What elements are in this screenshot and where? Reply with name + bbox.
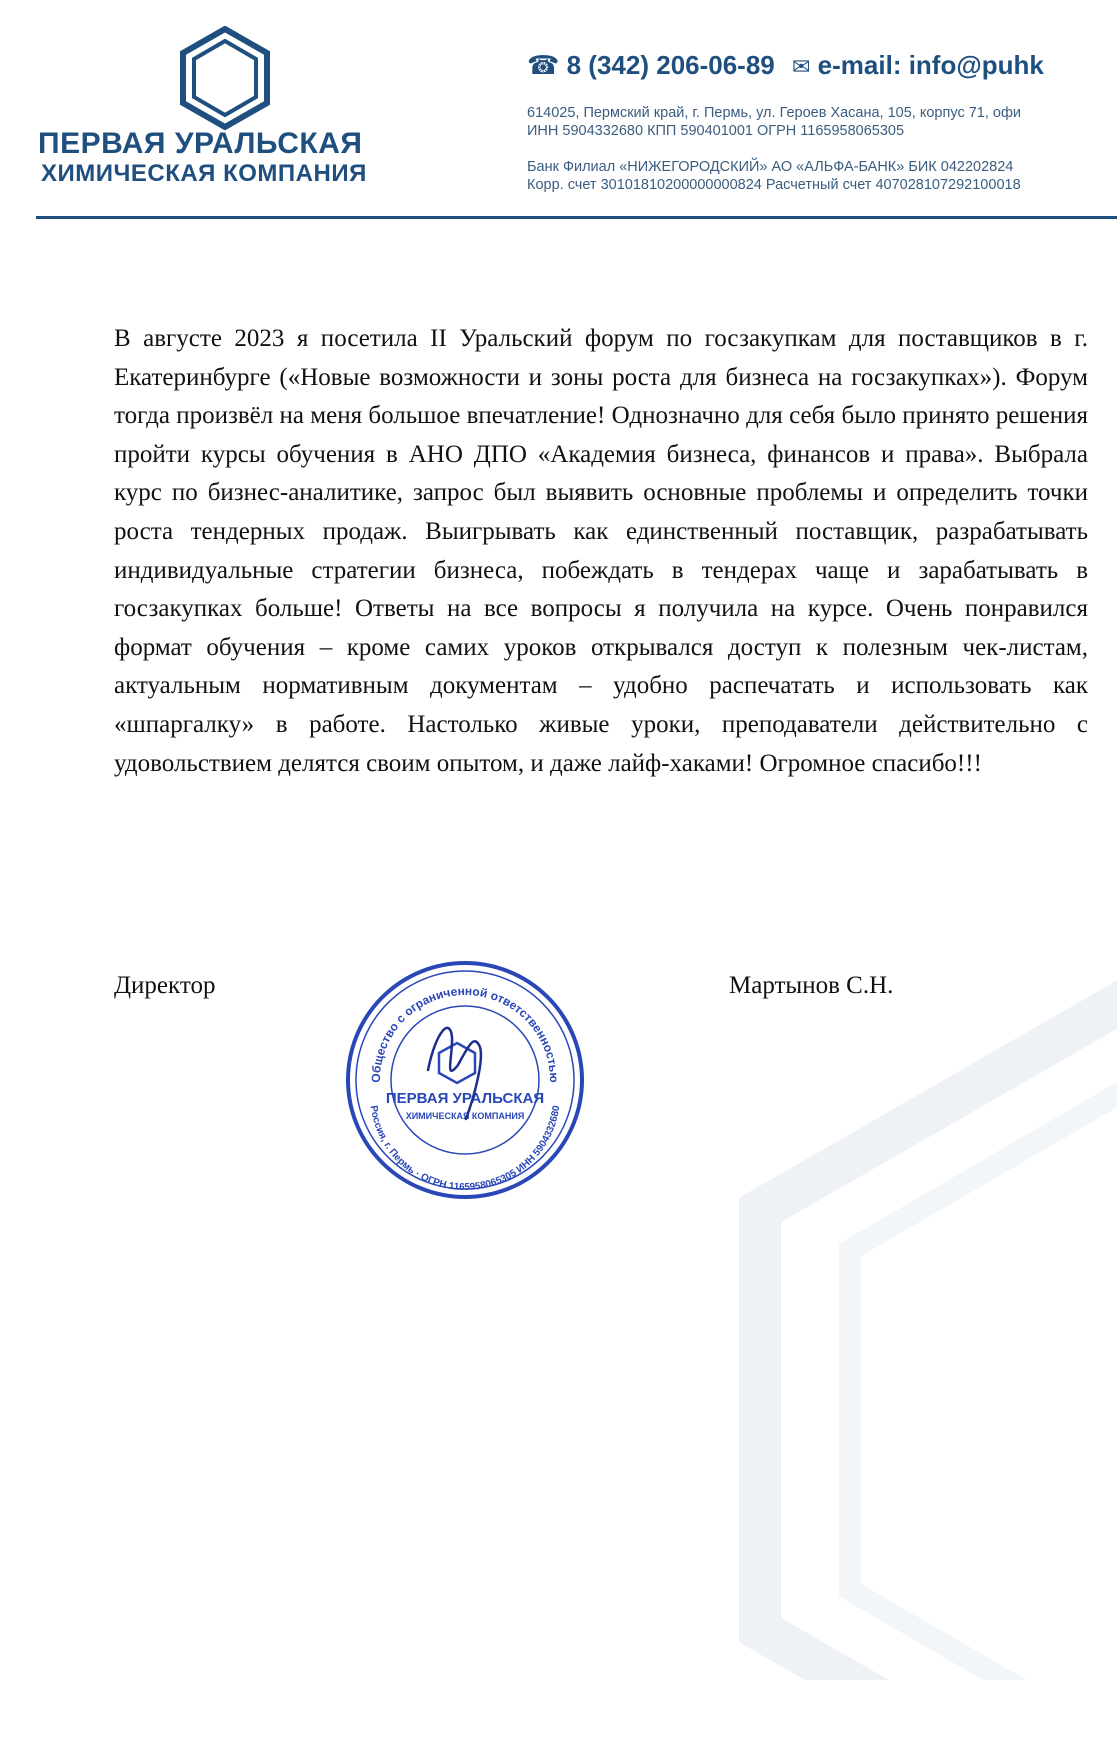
account-line: Корр. счет 30101810200000000824 Расчетный счет 407028107292100018 (527, 177, 1021, 193)
signatory-name: Мартынов С.Н. (729, 972, 894, 999)
company-seal-stamp (340, 955, 590, 1205)
signatory-position: Директор (114, 972, 216, 999)
contacts-block (527, 48, 1117, 194)
phone-number: 8 (342) 206-06-89 (566, 50, 775, 80)
header-divider (36, 216, 1117, 219)
company-name-line2: ХИМИЧЕСКАЯ КОМПАНИЯ (41, 160, 367, 187)
address-line: 614025, Пермский край, г. Пермь, ул. Героев Хасана, 105, корпус 71, офи (527, 105, 1021, 121)
phone-icon: ☎ (527, 50, 560, 80)
stamp-bottom-text: Россия, г. Пермь · ОГРН 1165958065305 ИНН 5904332680 (367, 1104, 563, 1194)
stamp-center-line1: ПЕРВАЯ УРАЛЬСКАЯ (385, 1090, 545, 1107)
background-hexagon-watermark (700, 960, 1117, 1680)
hexagon-logo-icon (179, 26, 271, 130)
company-name (38, 128, 367, 188)
svg-text:Общество с ограниченной ответс (369, 984, 561, 1083)
bank-line: Банк Филиал «НИЖЕГОРОДСКИЙ» АО «АЛЬФА-БАНК» БИК 042202824 (527, 159, 1014, 175)
mail-icon: ✉ (792, 54, 811, 79)
stamp-center-line2: ХИМИЧЕСКАЯ КОМПАНИЯ (405, 1111, 525, 1121)
company-name-line1: ПЕРВАЯ УРАЛЬСКАЯ (38, 127, 363, 160)
stamp-hexagon-icon (439, 1043, 475, 1083)
stamp-outer-text: Общество с ограниченной ответственностью (368, 983, 562, 1083)
letterhead (0, 0, 1117, 222)
email-address: e-mail: info@puhk (817, 50, 1044, 80)
company-ids-line: ИНН 5904332680 КПП 590401001 ОГРН 1165958065305 (527, 123, 905, 139)
letter-body: В августе 2023 я посетила II Уральский форум по госзакупкам для поставщиков в г. Екатеринбурге («Новые возможности и зоны роста для бизнеса на госзакупках»). Форум тогда произвёл на меня большое впечатление! Однозначно для себя было принято решения пройти курсы обучения в АНО ДПО «Академия бизнеса, финансов и права». Выбрала курс по бизнес-аналитике, запрос был выявить основные проблемы и определить точки роста тендерных продаж. Выигрывать как единственный поставщик, разрабатывать индивидуальные стратегии бизнеса, побеждать в тендерах чаще и зарабатывать в госзакупках больше! Ответы на все вопросы я получила на курсе. Очень понравился формат обучения – кроме самих уроков открывался доступ к полезным чек-листам, актуальным нормативным документам – удобно распечатать и использовать как «шпаргалку» в работе. Настолько живые уроки, преподаватели действительно с удовольствием делятся своим опытом, и даже лайф-хаками! Огромное спасибо!!! (114, 325, 1088, 777)
contact-line (527, 48, 1117, 84)
